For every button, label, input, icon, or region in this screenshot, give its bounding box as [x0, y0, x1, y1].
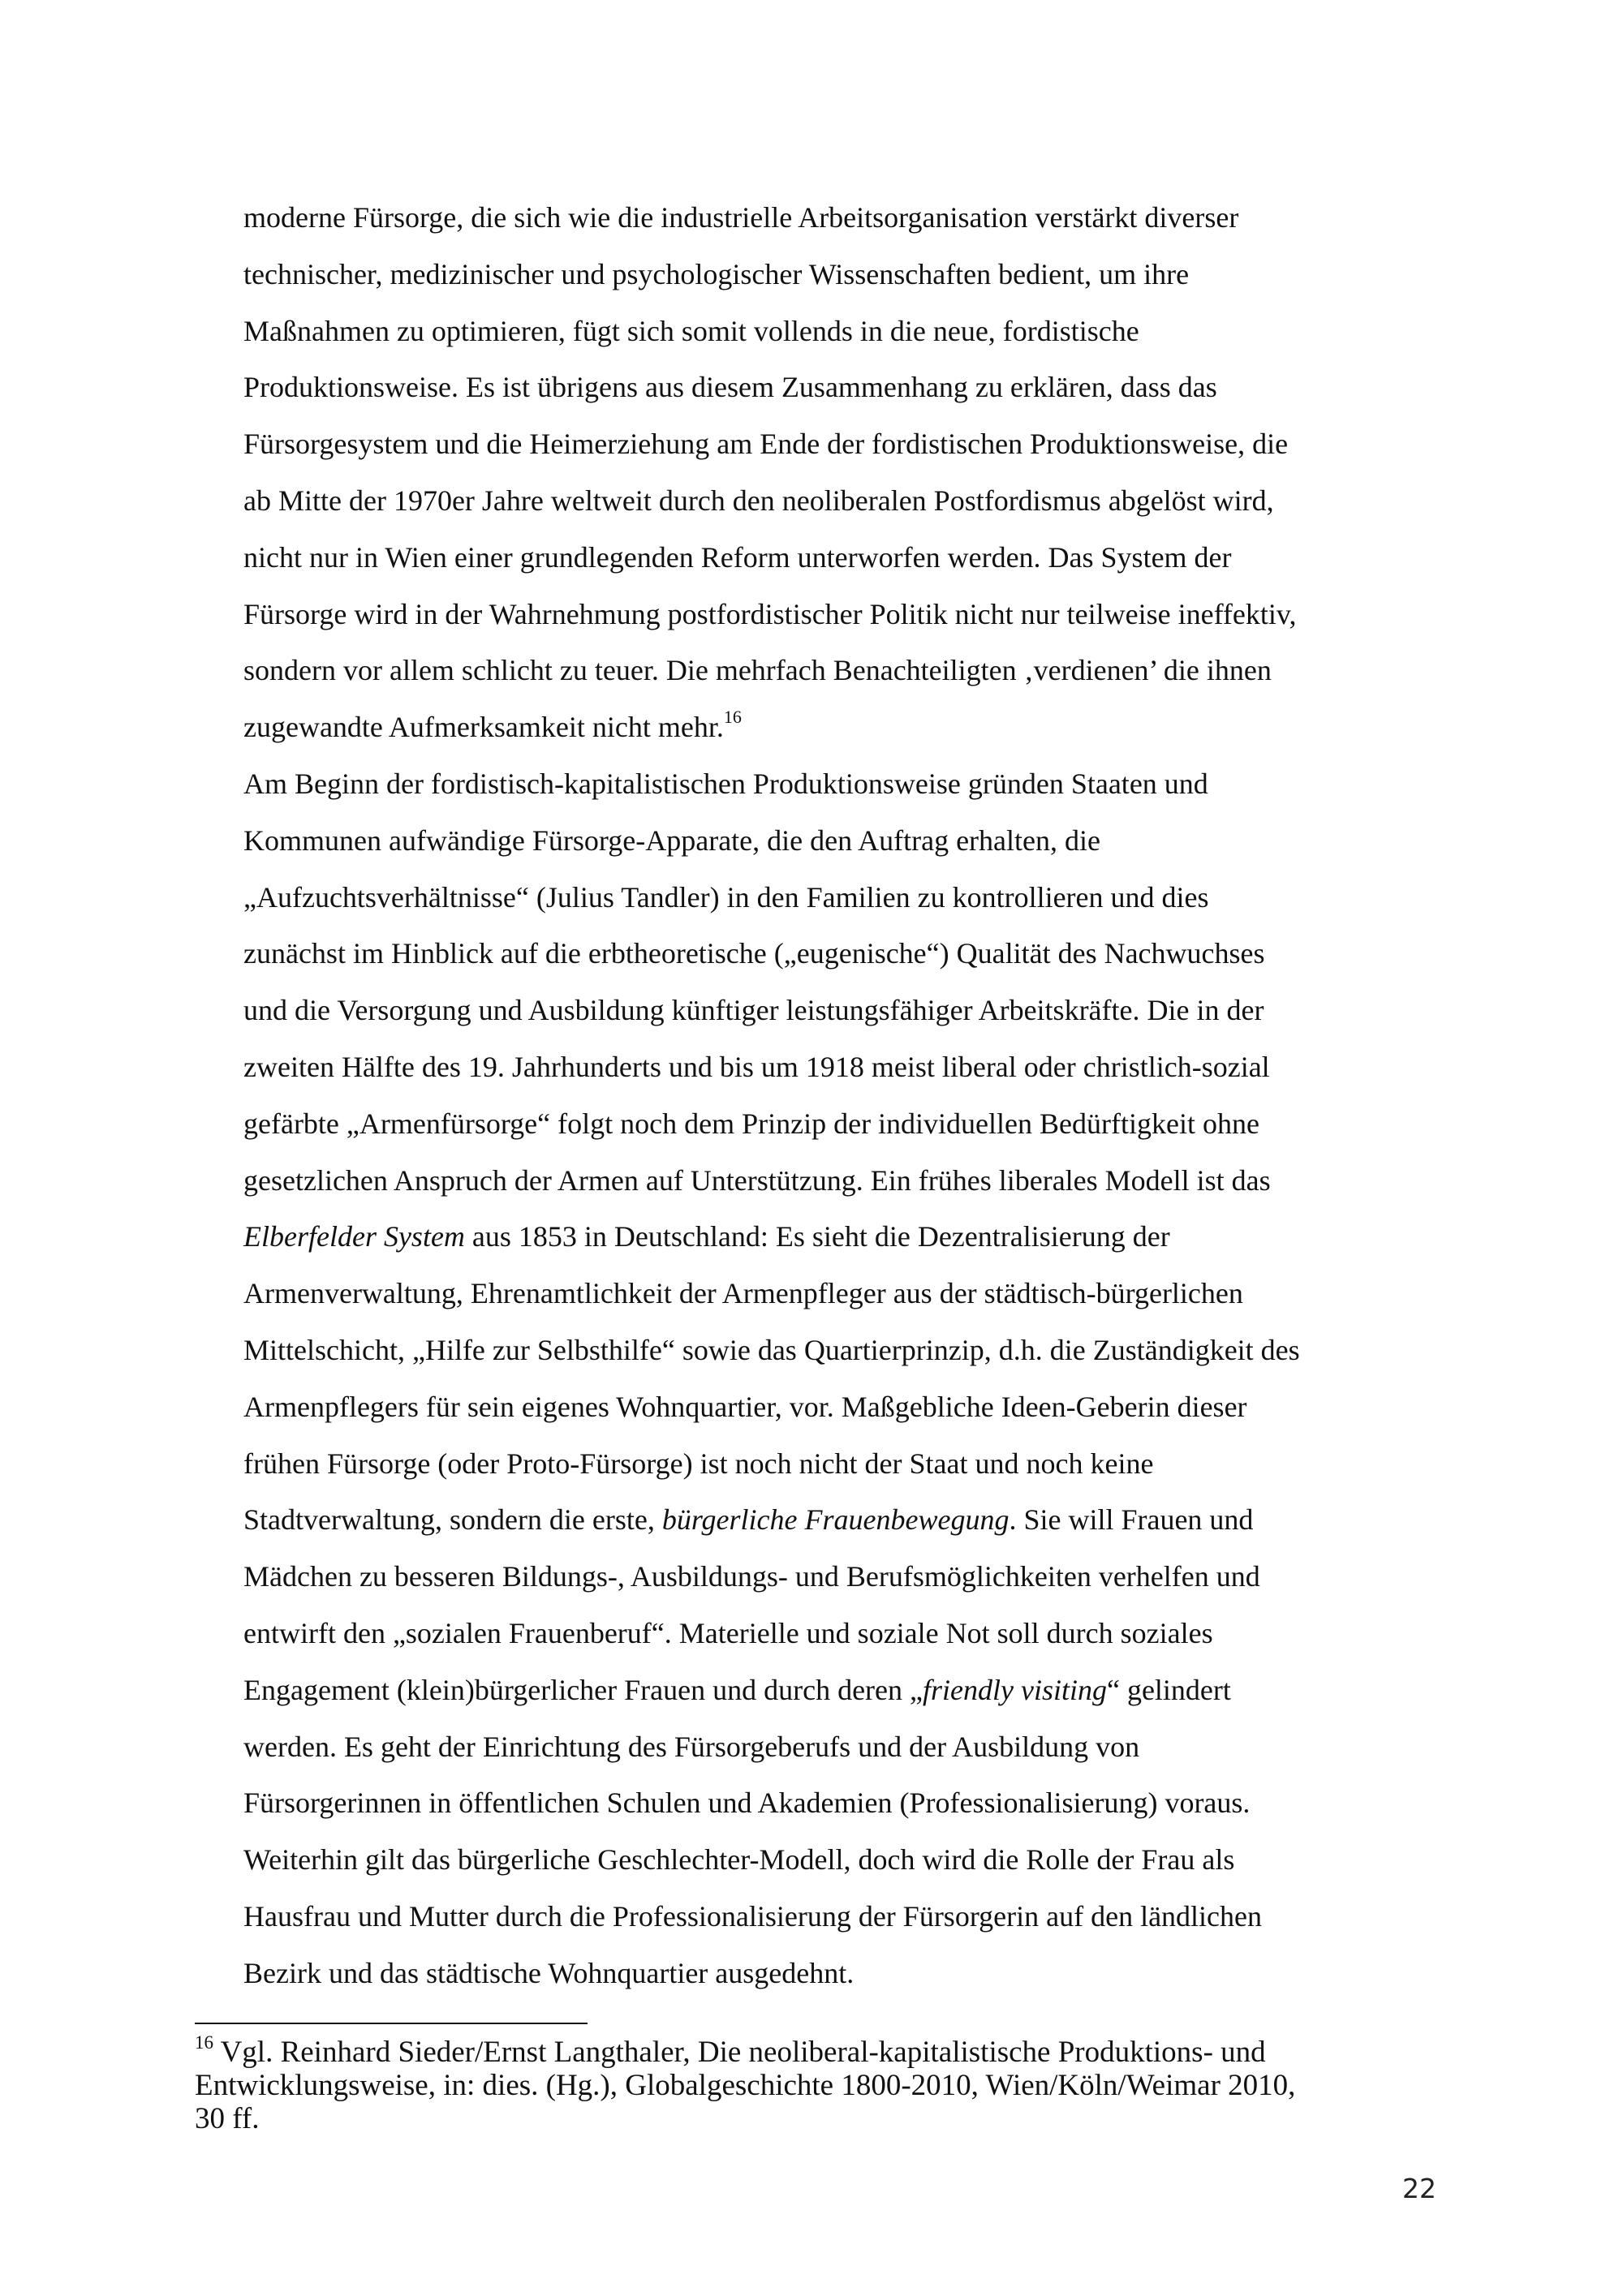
- text-line: [243, 1492, 1412, 1549]
- text-line: Am Beginn der fordistisch-kapitalistischen Produktionsweise gründen Staaten und: [243, 767, 1208, 800]
- footnote-reference[interactable]: 16: [723, 707, 742, 728]
- text-line: Armenpflegers für sein eigenes Wohnquartier, vor. Maßgebliche Ideen-Geberin dieser: [243, 1390, 1247, 1423]
- text-line: sondern vor allem schlicht zu teuer. Die mehrfach Benachteiligten ‚verdienen’ die ihnen: [243, 654, 1272, 687]
- text-line: Produktionsweise. Es ist übrigens aus diesem Zusammenhang zu erklären, dass das: [243, 371, 1217, 404]
- text-line: Fürsorgerinnen in öffentlichen Schulen und Akademien (Professionalisierung) voraus.: [243, 1786, 1251, 1820]
- footnote-line: 30 ff.: [195, 2102, 260, 2135]
- body-text: [243, 190, 1412, 2002]
- footnote-line: Entwicklungsweise, in: dies. (Hg.), Globalgeschichte 1800-2010, Wien/Köln/Weimar 2010,: [195, 2069, 1296, 2102]
- text-line: werden. Es geht der Einrichtung des Fürsorgeberufs und der Ausbildung von: [243, 1730, 1140, 1763]
- text-line: Mädchen zu besseren Bildungs-, Ausbildungs- und Berufsmöglichkeiten verhelfen und: [243, 1560, 1260, 1593]
- italic-term: bürgerliche Frauenbewegung: [661, 1503, 1010, 1537]
- text-line: Maßnahmen zu optimieren, fügt sich somit vollends in die neue, fordistische: [243, 314, 1139, 347]
- text-line: Weiterhin gilt das bürgerliche Geschlechter-Modell, doch wird die Rolle der Frau als: [243, 1843, 1235, 1877]
- footnote-text: Vgl. Reinhard Sieder/Ernst Langthaler, Die neoliberal-kapitalistische Produktions- und: [213, 2036, 1266, 2069]
- text-line: Armenverwaltung, Ehrenamtlichkeit der Armenpfleger aus der städtisch-bürgerlichen: [243, 1277, 1243, 1310]
- text-segment: . Sie will Frauen und: [1009, 1503, 1254, 1537]
- text-segment: Stadtverwaltung, sondern die erste,: [243, 1503, 662, 1537]
- footnote-16: [195, 2032, 1428, 2135]
- text-segment: aus 1853 in Deutschland: Es sieht die Dezentralisierung der: [464, 1220, 1170, 1253]
- footnote-mark: 16: [195, 2032, 213, 2053]
- text-line: Mittelschicht, „Hilfe zur Selbsthilfe“ sowie das Quartierprinzip, d.h. die Zuständigkeit des: [243, 1333, 1300, 1366]
- footnote-line: [195, 2032, 1428, 2069]
- text-line: zunächst im Hinblick auf die erbtheoretische („eugenische“) Qualität des Nachwuchses: [243, 937, 1265, 970]
- text-line: [243, 1209, 1412, 1266]
- text-line: ab Mitte der 1970er Jahre weltweit durch den neoliberalen Postfordismus abgelöst wird,: [243, 484, 1274, 517]
- italic-term: Elberfelder System: [243, 1220, 465, 1253]
- text-line: Kommunen aufwändige Fürsorge-Apparate, die den Auftrag erhalten, die: [243, 823, 1100, 857]
- text-line: zweiten Hälfte des 19. Jahrhunderts und bis um 1918 meist liberal oder christlich-sozial: [243, 1050, 1270, 1083]
- text-line: technischer, medizinischer und psychologischer Wissenschaften bedient, um ihre: [243, 257, 1190, 290]
- text-line: moderne Fürsorge, die sich wie die industrielle Arbeitsorganisation verstärkt diverser: [243, 201, 1239, 234]
- text-segment: zugewandte Aufmerksamkeit nicht mehr.: [243, 711, 724, 744]
- text-line: [243, 699, 1412, 756]
- page-number: 22: [1402, 2173, 1436, 2204]
- text-line: Bezirk und das städtische Wohnquartier ausgedehnt.: [243, 1956, 855, 1989]
- text-line: [243, 1662, 1412, 1719]
- text-segment: Engagement (klein)bürgerlicher Frauen und durch deren „: [243, 1673, 923, 1706]
- text-line: und die Versorgung und Ausbildung künftiger leistungsfähiger Arbeitskräfte. Die in der: [243, 994, 1264, 1027]
- text-line: gefärbte „Armenfürsorge“ folgt noch dem Prinzip der individuellen Bedürftigkeit ohne: [243, 1107, 1259, 1140]
- text-segment: “ gelindert: [1106, 1673, 1231, 1706]
- text-line: nicht nur in Wien einer grundlegenden Reform unterworfen werden. Das System der: [243, 540, 1232, 574]
- text-line: entwirft den „sozialen Frauenberuf“. Materielle und soziale Not soll durch soziales: [243, 1616, 1213, 1649]
- footnote-separator: [195, 2023, 588, 2024]
- text-line: gesetzlichen Anspruch der Armen auf Unterstützung. Ein frühes liberales Modell ist das: [243, 1163, 1271, 1197]
- text-line: Fürsorge wird in der Wahrnehmung postfordistischer Politik nicht nur teilweise ineffektiv,: [243, 597, 1297, 630]
- text-line: frühen Fürsorge (oder Proto-Fürsorge) ist noch nicht der Staat und noch keine: [243, 1447, 1154, 1480]
- italic-term: friendly visiting: [923, 1673, 1107, 1706]
- text-line: Hausfrau und Mutter durch die Professionalisierung der Fürsorgerin auf den ländlichen: [243, 1899, 1263, 1933]
- text-line: Fürsorgesystem und die Heimerziehung am Ende der fordistischen Produktionsweise, die: [243, 428, 1289, 461]
- text-line: „Aufzuchtsverhältnisse“ (Julius Tandler) in den Familien zu kontrollieren und dies: [243, 880, 1209, 914]
